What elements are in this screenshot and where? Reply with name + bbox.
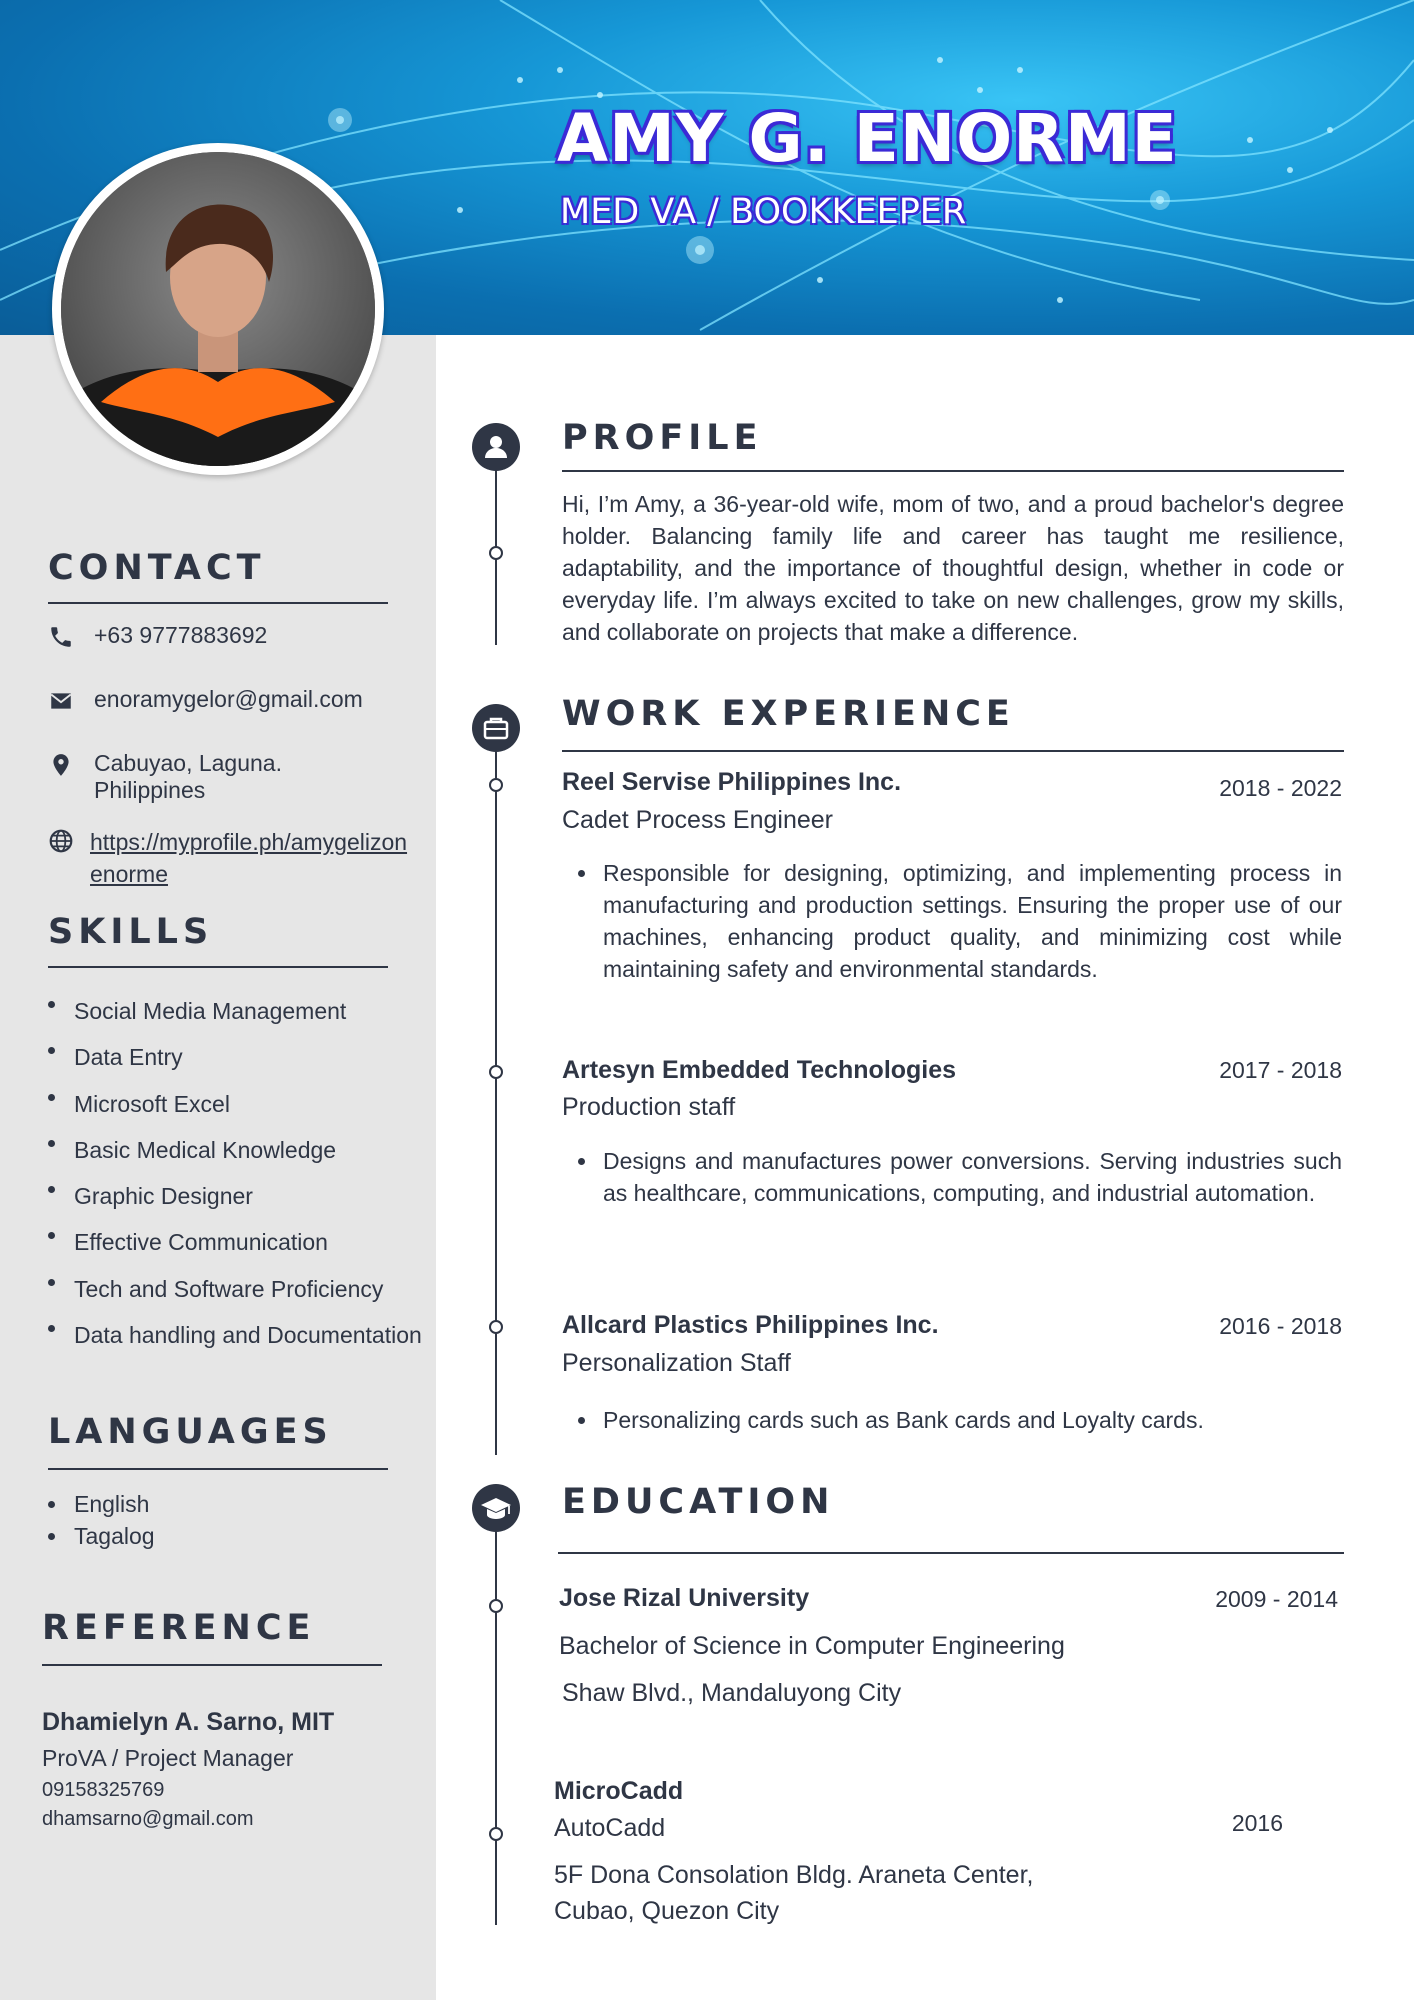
school-name: Jose Rizal University bbox=[559, 1584, 810, 1612]
skill-item: Effective Communication bbox=[48, 1219, 422, 1265]
languages-list bbox=[48, 1488, 155, 1552]
timeline-dot bbox=[489, 1599, 503, 1613]
school-address: Shaw Blvd., Mandaluyong City bbox=[562, 1679, 902, 1707]
skill-item: Microsoft Excel bbox=[48, 1081, 422, 1127]
timeline-dot bbox=[489, 546, 503, 560]
work-section-icon bbox=[472, 704, 520, 752]
job-years: 2016 - 2018 bbox=[1219, 1313, 1342, 1339]
contact-address-line1: Cabuyao, Laguna. bbox=[94, 750, 282, 776]
job-company: Artesyn Embedded Technologies bbox=[562, 1056, 957, 1084]
reference-phone[interactable]: 09158325769 bbox=[42, 1779, 165, 1801]
profile-text: Hi, I’m Amy, a 36-year-old wife, mom of two, and a proud bachelor's degree holder. Balancing family life and career has taught me resilience, adaptability, and the importance of thoughtful design, whether in code or everyday life. I’m always excited to take on new challenges, grow my skills, and collaborate on projects that make a difference. bbox=[562, 491, 1344, 645]
school-years: 2016 bbox=[1231, 1810, 1283, 1836]
contact-phone-row bbox=[48, 622, 267, 650]
language-item: English bbox=[48, 1488, 155, 1520]
skills-divider bbox=[48, 966, 388, 968]
contact-website-line2[interactable]: enorme bbox=[90, 861, 168, 887]
phone-icon bbox=[48, 624, 74, 650]
contact-website-line1[interactable]: https://myprofile.ph/amygelizon bbox=[90, 829, 408, 855]
school-degree: AutoCadd bbox=[554, 1814, 666, 1842]
school-years: 2009 - 2014 bbox=[1215, 1586, 1338, 1612]
contact-address-line2: Philippines bbox=[94, 777, 206, 803]
languages-heading: LANGUAGES bbox=[48, 1412, 333, 1452]
skill-item: Graphic Designer bbox=[48, 1173, 422, 1219]
contact-divider bbox=[48, 602, 388, 604]
education-heading: EDUCATION bbox=[562, 1482, 835, 1522]
education-section-icon bbox=[472, 1484, 520, 1532]
job-description: Responsible for designing, optimizing, and implementing process in manufacturing and production settings. Ensuring the proper use of our machines, enhancing product quality, and minimizing cost while maintaining safety and environmental standards. bbox=[563, 857, 1342, 985]
timeline-dot bbox=[489, 778, 503, 792]
job-years: 2018 - 2022 bbox=[1219, 775, 1342, 801]
work-heading: WORK EXPERIENCE bbox=[562, 694, 1015, 734]
candidate-title: MED VA / BOOKKEEPER bbox=[560, 192, 967, 232]
reference-email[interactable]: dhamsarno@gmail.com bbox=[42, 1808, 254, 1830]
candidate-name: AMY G. ENORME bbox=[557, 100, 1178, 177]
timeline-segment bbox=[495, 750, 497, 1455]
timeline-segment bbox=[495, 1530, 497, 1925]
contact-phone[interactable]: +63 9777883692 bbox=[94, 622, 268, 648]
job-role: Production staff bbox=[562, 1093, 736, 1121]
reference-heading: REFERENCE bbox=[42, 1608, 316, 1648]
contact-website-row bbox=[48, 826, 407, 890]
mail-icon bbox=[48, 688, 74, 714]
job-company: Reel Servise Philippines Inc. bbox=[562, 768, 902, 796]
contact-email-row bbox=[48, 686, 363, 714]
languages-divider bbox=[48, 1468, 388, 1470]
reference-divider bbox=[42, 1664, 382, 1666]
location-pin-icon bbox=[48, 752, 74, 778]
skill-item: Basic Medical Knowledge bbox=[48, 1127, 422, 1173]
skill-item: Data Entry bbox=[48, 1034, 422, 1080]
briefcase-icon bbox=[472, 704, 520, 752]
profile-heading: PROFILE bbox=[562, 418, 763, 458]
school-degree: Bachelor of Science in Computer Engineering bbox=[559, 1632, 1065, 1660]
timeline-dot bbox=[489, 1320, 503, 1334]
language-item: Tagalog bbox=[48, 1520, 155, 1552]
education-divider bbox=[558, 1552, 1344, 1554]
timeline-dot bbox=[489, 1065, 503, 1079]
contact-email[interactable]: enoramygelor@gmail.com bbox=[94, 686, 363, 712]
job-description: Personalizing cards such as Bank cards and Loyalty cards. bbox=[563, 1404, 1342, 1436]
job-company: Allcard Plastics Philippines Inc. bbox=[562, 1311, 939, 1339]
graduation-cap-icon bbox=[472, 1484, 520, 1532]
contact-address-row bbox=[48, 750, 282, 804]
skills-heading: SKILLS bbox=[48, 912, 214, 952]
skills-list bbox=[48, 988, 422, 1358]
reference-name: Dhamielyn A. Sarno, MIT bbox=[42, 1708, 335, 1736]
skill-item: Social Media Management bbox=[48, 988, 422, 1034]
work-divider bbox=[562, 750, 1344, 752]
person-icon bbox=[472, 423, 520, 471]
contact-heading: CONTACT bbox=[48, 548, 266, 588]
reference-role: ProVA / Project Manager bbox=[42, 1745, 294, 1771]
contact-website-link[interactable] bbox=[90, 826, 407, 890]
job-role: Cadet Process Engineer bbox=[562, 806, 833, 834]
profile-photo bbox=[52, 143, 384, 475]
globe-icon bbox=[48, 828, 74, 854]
job-description: Designs and manufactures power conversions. Serving industries such as healthcare, communications, computing, and industrial automation. bbox=[563, 1145, 1342, 1209]
skill-item: Tech and Software Proficiency bbox=[48, 1266, 422, 1312]
school-address-line2: Cubao, Quezon City bbox=[554, 1897, 780, 1925]
job-years: 2017 - 2018 bbox=[1219, 1057, 1342, 1083]
timeline-dot bbox=[489, 1827, 503, 1841]
job-role: Personalization Staff bbox=[562, 1349, 791, 1377]
portrait-image bbox=[61, 152, 375, 466]
school-name: MicroCadd bbox=[554, 1777, 684, 1805]
school-address-line1: 5F Dona Consolation Bldg. Araneta Center, bbox=[554, 1861, 1034, 1889]
skill-item: Data handling and Documentation bbox=[48, 1312, 422, 1358]
profile-divider bbox=[562, 470, 1344, 472]
profile-section-icon bbox=[472, 423, 520, 471]
